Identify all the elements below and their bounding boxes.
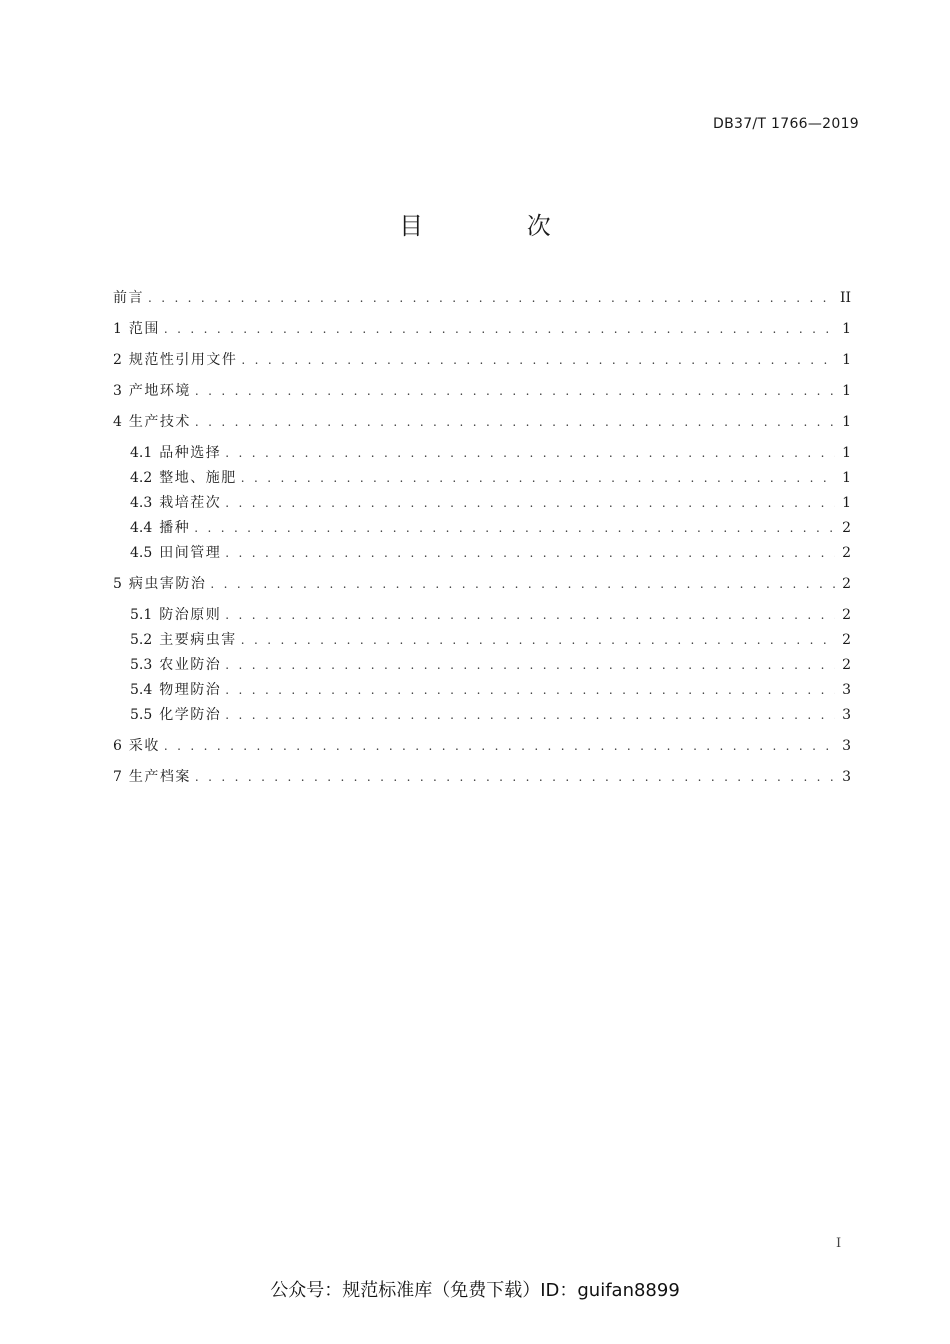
watermark-text: 公众号：规范标准库（免费下载）ID：guifan8899 <box>270 1280 680 1301</box>
toc-entry-number: 5.2 <box>130 632 153 648</box>
toc-dot-leader <box>225 543 835 563</box>
toc-title: 目 次 <box>399 212 599 240</box>
toc-entry-page: 2 <box>842 632 851 648</box>
toc-entry-number: 5 <box>113 576 122 592</box>
toc-entry-number: 1 <box>113 321 122 337</box>
toc-dot-leader <box>164 736 835 756</box>
toc-entry-label: 化学防治 <box>159 707 222 723</box>
toc-entry-number: 4.5 <box>130 545 153 561</box>
toc-entry-page: II <box>839 290 851 306</box>
toc-entry-page: 3 <box>842 682 851 698</box>
toc-entry-number: 5.3 <box>130 657 153 673</box>
toc-entry-number: 3 <box>113 383 122 399</box>
toc-entry-page: 2 <box>842 520 851 536</box>
toc-entry-label: 病虫害防治 <box>128 576 207 592</box>
toc-entry-label: 田间管理 <box>159 545 222 561</box>
toc-entry-label: 防治原则 <box>159 607 222 623</box>
toc-dot-leader <box>225 655 835 675</box>
toc-entry[interactable] <box>130 680 851 700</box>
toc-entry[interactable] <box>113 381 851 401</box>
toc-entry-page: 1 <box>842 352 851 368</box>
toc-dot-leader <box>241 468 835 488</box>
toc-entry[interactable] <box>113 288 851 308</box>
toc-entry[interactable] <box>130 605 851 625</box>
toc-dot-leader <box>225 705 835 725</box>
toc-entry-page: 3 <box>842 769 851 785</box>
toc-entry-page: 3 <box>842 707 851 723</box>
toc-entry[interactable] <box>130 630 851 650</box>
toc-dot-leader <box>241 350 835 370</box>
toc-dot-leader <box>225 443 835 463</box>
toc-dot-leader <box>225 605 835 625</box>
toc-dot-leader <box>148 288 835 308</box>
toc-entry-number: 4.2 <box>130 470 153 486</box>
toc-entry-number: 4.1 <box>130 445 153 461</box>
toc-entry-number: 2 <box>113 352 122 368</box>
toc-entry-label: 农业防治 <box>159 657 222 673</box>
toc-entry-number: 6 <box>113 738 122 754</box>
toc-entry-page: 2 <box>842 607 851 623</box>
toc-entry-page: 2 <box>842 576 851 592</box>
toc-entry-label: 整地、施肥 <box>159 470 237 486</box>
toc-entry[interactable] <box>113 319 851 339</box>
toc-entry-page: 2 <box>842 545 851 561</box>
toc-entry-label: 生产档案 <box>128 769 191 785</box>
toc-entry[interactable] <box>113 574 851 594</box>
toc-entry-page: 1 <box>842 445 851 461</box>
toc-entry-page: 3 <box>842 738 851 754</box>
toc-entry-number: 7 <box>113 769 122 785</box>
toc-entry[interactable] <box>130 493 851 513</box>
toc-dot-leader <box>195 412 835 432</box>
toc-entry[interactable] <box>130 468 851 488</box>
toc-entry-page: 1 <box>842 495 851 511</box>
toc-entry-label: 主要病虫害 <box>159 632 237 648</box>
toc-entry-label: 前言 <box>113 290 144 306</box>
toc-entry-number: 5.1 <box>130 607 153 623</box>
toc-dot-leader <box>225 493 835 513</box>
toc-entry-page: 1 <box>842 321 851 337</box>
toc-entry[interactable] <box>113 412 851 432</box>
toc-entry[interactable] <box>130 655 851 675</box>
toc-entry[interactable] <box>130 705 851 725</box>
toc-dot-leader <box>225 680 835 700</box>
toc-entry-page: 1 <box>842 414 851 430</box>
toc-entry[interactable] <box>130 518 851 538</box>
toc-entry-label: 播种 <box>159 520 191 536</box>
toc-entry-number: 4 <box>113 414 122 430</box>
toc-entry[interactable] <box>130 543 851 563</box>
toc-entry[interactable] <box>130 443 851 463</box>
toc-dot-leader <box>210 574 835 594</box>
toc-entry-page: 1 <box>842 470 851 486</box>
toc-entry[interactable] <box>113 350 851 370</box>
page-number: I <box>836 1236 842 1251</box>
toc-entry-label: 产地环境 <box>128 383 191 399</box>
toc-dot-leader <box>195 381 835 401</box>
toc-entry[interactable] <box>113 736 851 756</box>
toc-entry-number: 4.4 <box>130 520 153 536</box>
toc-entry-number: 4.3 <box>130 495 153 511</box>
toc-dot-leader <box>164 319 835 339</box>
toc-entry-page: 2 <box>842 657 851 673</box>
toc-entry-page: 1 <box>842 383 851 399</box>
toc-entry-number: 5.4 <box>130 682 153 698</box>
toc-entry-label: 栽培茬次 <box>159 495 222 511</box>
toc-dot-leader <box>195 767 835 787</box>
toc-entry-number: 5.5 <box>130 707 153 723</box>
toc-entry-label: 物理防治 <box>159 682 222 698</box>
toc-dot-leader <box>241 630 835 650</box>
toc-entry-label: 规范性引用文件 <box>128 352 238 368</box>
toc-entry-label: 范围 <box>128 321 160 337</box>
document-code: DB37/T 1766—2019 <box>713 116 859 132</box>
toc-dot-leader <box>194 518 835 538</box>
toc-entry-label: 采收 <box>128 738 160 754</box>
toc-entry-label: 品种选择 <box>159 445 222 461</box>
toc-entry-label: 生产技术 <box>128 414 191 430</box>
toc-entry[interactable] <box>113 767 851 787</box>
